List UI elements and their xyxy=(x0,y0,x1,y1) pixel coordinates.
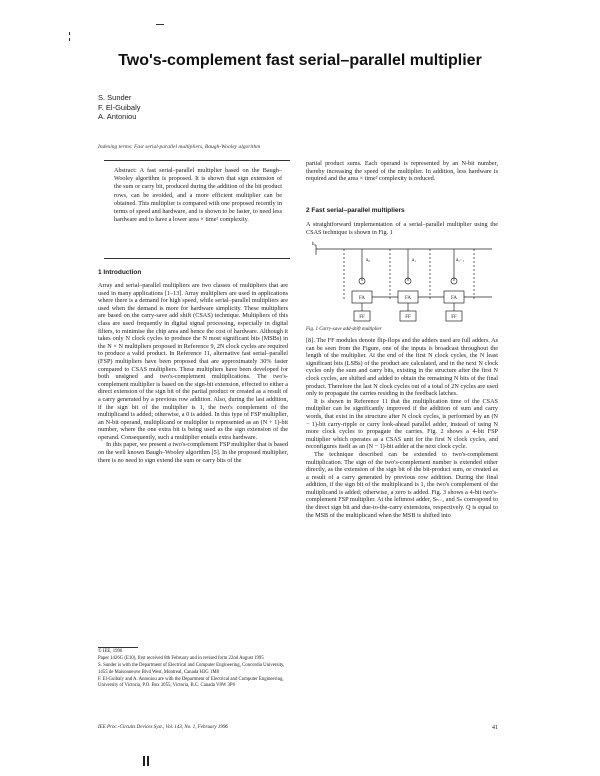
author: S. Sunder xyxy=(98,93,132,102)
abstract-bottom-rule xyxy=(104,258,290,259)
paragraph: A straightforward implementation of a serial–parallel multiplier using the CSAS technique is shown in Fig. 1 xyxy=(306,221,498,236)
footnote: S. Sunder is with the Department of Electrical and Computer Engineering, Concordia University, 1455 de Maisonneuve Blvd West, Montreal, Canada H3G 1M8 xyxy=(98,663,285,675)
scan-mark xyxy=(147,756,149,766)
introduction-body xyxy=(98,282,288,644)
scan-mark xyxy=(143,756,145,766)
figure-label: FF xyxy=(405,315,411,320)
figure-label: FA xyxy=(450,296,458,301)
section-1-heading: 1 Introduction xyxy=(98,269,142,276)
right-column-lead xyxy=(306,160,498,183)
paragraph: [8]. The FF modules denote flip-flops and the adders used are full adders. As can be seen from the Figure, one of the inputs is broadcast throughout the length of the multiplier. At the end of the first N clock cycles, the N least significant bits (LSBs) of the product are calculated, and in the next N clock cycles only the sum and carry bits, existing in the structure after the first N clock cycles, are shifted and added to obtain the remaining N bits of the final product. Therefore the last N clock cycles out of a total of 2N cycles are used only to propagate the carries residing in the feedback latches. xyxy=(306,337,498,398)
figure-label: FF xyxy=(359,315,365,320)
figure-label: aₒ₋₁ xyxy=(455,258,465,263)
page-number: 41 xyxy=(492,725,498,731)
figure-label: a₁ xyxy=(412,258,416,263)
author: F. El-Guibaly xyxy=(98,102,141,112)
footnote: © IEE, 1996 xyxy=(98,649,123,654)
running-footer: IEE Proc.-Circuits Devices Syst., Vol. 143, No. 1, February 1996 xyxy=(98,725,228,730)
figure-label: b₀ xyxy=(311,242,317,247)
paragraph: It is shown in Reference 11 that the multiplication time of the CSAS multiplier can be significantly improved if the addition of sum and carry words, that exist in the structure after N clock cycles, is performed by an (N − 1)-bit carry-ripple or carry look-ahead parallel adder, instead of using N more clock cycles to propagate the carries. Fig. 2 shows a 4-bit FSP multiplier which operates as a CSAS unit for the first N clock cycles, and reconfigures itself as an (N − 1)-bit adder at the next clock cycle. xyxy=(306,397,498,451)
section-2-intro xyxy=(306,221,498,236)
paragraph: Array and serial–parallel multipliers are two classes of multipliers that are used in many applications [1–13]. Array multipliers are used in applications where there is a demand for high speed, while serial–parallel multipliers are used when the demand is more for hardware simplicity. These multipliers are based on the carry-save add shift (CSAS) technique. Multipliers of this class are used frequently in digital signal processing, especially in digital filters, to minimise the chip area and hence the cost of hardware. Although it takes only N clock cycles to produce the N most significant bits (MSBs) in the N × N multipliers proposed in Reference 9, 2N clock cycles are required to produce a valid product. In Reference 11, alternative fast serial–parallel (FSP) multipliers have been proposed that are approximately 30% faster compared to CSAS multipliers. These multipliers have been developed for both unsigned and two's-complement multiplications. The two's-complement multiplier is based on the sign-bit extension, effected to either a direct extension of the sign bit of the partial product or created as a result of a carry generated by a previous row addition. Also, during the last addition, if the sign bit of the multiplier is 1, the two's complement of the multiplicand is added; otherwise, a 0 is added. In this type of FSP multiplier, an N-bit operand, multiplicand or multiplier is represented as an (N + 1)-bit number, where the one extra bit is being used as the sign extension of the operand. Consequently, such a multiplier entails extra hardware. xyxy=(98,282,288,441)
figure-1-caption: Fig. 1 Carry-save add-shift multiplier xyxy=(306,327,382,332)
footnote: Paper 1426G (E10), first received 8th February and in revised form 22nd August 1995 xyxy=(98,656,264,662)
footnote-rule xyxy=(98,647,138,648)
author: A. Antoniou xyxy=(98,112,137,121)
figure-label: FF xyxy=(451,315,457,320)
figure-label: FA xyxy=(358,296,366,301)
right-column-body xyxy=(306,337,498,721)
index-terms: Indexing terms: Fast serial-parallel multipliers, Baugh-Wooley algorithm xyxy=(98,144,261,150)
abstract: Abstract: A fast serial–parallel multiplier based on the Baugh–Wooley algorithm is proposed. It is shown that sign extension of the sum or carry bit, produced during the addition of the bit product rows, can be avoided, and a more efficient multiplier can be obtained. This multiplier is compared with one proposed recently in terms of speed and hardware, and is shown to be faster, to need less hardware and to have a lower area × time² complexity. xyxy=(114,167,282,224)
footnotes xyxy=(98,649,286,690)
figure-1-diagram xyxy=(306,241,498,325)
section-2-heading: 2 Fast serial–parallel multipliers xyxy=(306,207,405,214)
scan-mark xyxy=(156,24,164,25)
paragraph: In this paper, we present a two's-complement FSP multiplier that is based on the well known Baugh–Wooley algorithm [5]. In the proposed multiplier, there is no need to sign extend the sum or carry bits of the xyxy=(98,441,288,464)
paragraph: The technique described can be extended to two's-complement multiplication. The sign of the two's-complement number is extended either directly, as the extension of the sign bit of the bit-product sum, or created as a result of a carry generated by previous row addition. During the final addition, if the sign bit of the multiplicand is 1, the two's complement of the multiplicand is added; otherwise, a zero is added. Fig. 3 shows a 4-bit two's-complement FSP multiplier. At the leftmost adder, Sₙ₋₁ and Sₙ correspond to the direct sign bit and due-to-the-carry extensions, respectively. Q is equal to the MSB of the multiplicand when the MSB is shifted into xyxy=(306,450,498,519)
paragraph: partial product sums. Each operand is represented by an N-bit number, thereby increasing the speed of the multiplier. In addition, less hardware is required and the area × time² complexity is reduced. xyxy=(306,160,498,183)
abstract-top-rule xyxy=(104,160,290,161)
figure-label: FA xyxy=(404,296,412,301)
figure-label: a₀ xyxy=(366,258,370,263)
paper-title: Two's-complement fast serial–parallel multiplier xyxy=(118,52,482,69)
scan-mark xyxy=(69,38,70,41)
footnote: F. El-Guibaly and A. Antoniou are with the Department of Electrical and Computer Engineering, University of Victoria, P.O. Box 3055, Victoria, B.C. Canada V8W 3P6 xyxy=(98,676,284,689)
scan-mark xyxy=(69,32,70,35)
author-list xyxy=(98,93,141,122)
